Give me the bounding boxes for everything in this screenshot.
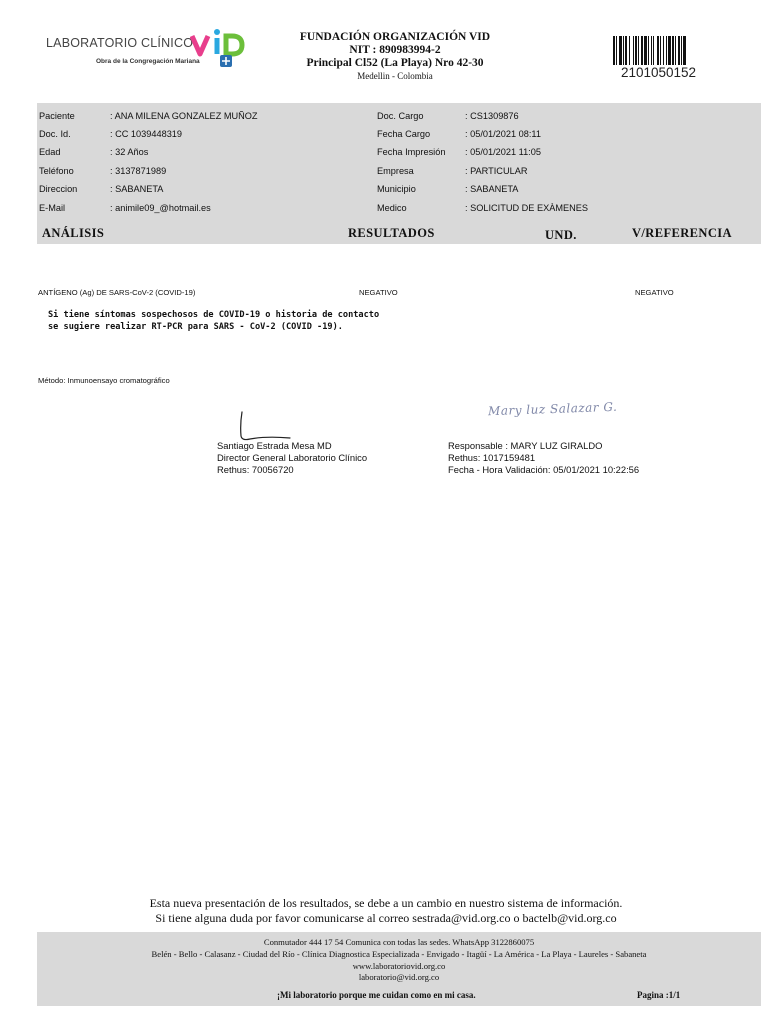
result-reference: NEGATIVO — [635, 288, 674, 297]
result-note — [48, 309, 379, 333]
note-line-1: Si tiene síntomas sospechosos de COVID-19 o historia de contacto — [48, 310, 380, 320]
org-city: Medellin - Colombia — [357, 71, 433, 81]
org-address: Principal Cl52 (La Playa) Nro 42-30 — [306, 57, 484, 69]
responsible-block — [448, 440, 639, 475]
header-reference: V/REFERENCIA — [632, 226, 732, 240]
director-rethus: Rethus: 70056720 — [217, 463, 294, 475]
validation-datetime: Fecha - Hora Validación: 05/01/2021 10:22:56 — [448, 463, 640, 475]
method-text: Método: Inmunoensayo cromatográfico — [38, 376, 170, 385]
label-age: Edad — [39, 147, 61, 157]
responsible-signature: Mary luz Salazar G. — [487, 399, 618, 419]
value-fecha-cargo: : 05/01/2021 08:11 — [465, 129, 541, 139]
director-block — [217, 440, 367, 475]
label-doc-cargo: Doc. Cargo — [377, 111, 424, 121]
footer-phone: Conmutador 444 17 54 Comunica con todas las sedes. WhatsApp 3122860075 — [263, 937, 535, 947]
label-medico: Medico — [377, 203, 407, 213]
header-unit: UND. — [545, 228, 577, 242]
value-age: : 32 Años — [110, 147, 149, 157]
director-name: Santiago Estrada Mesa MD — [217, 440, 332, 451]
footer-email: laboratorio@vid.org.co — [358, 972, 440, 982]
note-line-2: se sugiere realizar RT-PCR para SARS - CoV-2 (COVID -19). — [48, 322, 343, 332]
value-doc-cargo: : CS1309876 — [465, 111, 519, 121]
label-phone: Teléfono — [39, 166, 74, 176]
barcode-icon — [613, 36, 704, 65]
result-test-name: ANTÍGENO (Ag) DE SARS-CoV-2 (COVID-19) — [38, 288, 196, 297]
responsible-rethus: Rethus: 1017159481 — [448, 451, 536, 463]
value-patient: : ANA MILENA GONZALEZ MUÑOZ — [110, 111, 258, 121]
value-address: : SABANETA — [110, 184, 164, 194]
value-fecha-impresion: : 05/01/2021 11:05 — [465, 147, 541, 157]
label-fecha-cargo: Fecha Cargo — [377, 129, 431, 139]
footer-message-line-1: Esta nueva presentación de los resultados, se debe a un cambio en nuestro sistema de información. — [149, 896, 623, 910]
org-nit: NIT : 890983994-2 — [349, 44, 441, 56]
label-empresa: Empresa — [377, 166, 414, 176]
label-municipio: Municipio — [377, 184, 416, 194]
barcode-number: 2101050152 — [620, 65, 697, 80]
footer-slogan: ¡Mi laboratorio porque me cuidan como en mi casa. — [277, 990, 476, 1000]
value-empresa: : PARTICULAR — [465, 166, 528, 176]
header-analysis: ANÁLISIS — [42, 226, 105, 240]
footer-message — [60, 896, 712, 926]
header-results: RESULTADOS — [348, 226, 435, 240]
value-municipio: : SABANETA — [465, 184, 519, 194]
label-doc-id: Doc. Id. — [39, 129, 71, 139]
value-email: : animile09_@hotmail.es — [110, 203, 211, 213]
org-name: FUNDACIÓN ORGANIZACIÓN VID — [299, 31, 491, 43]
responsible-name: Responsable : MARY LUZ GIRALDO — [448, 440, 603, 451]
value-medico: : SOLICITUD DE EXÀMENES — [465, 203, 589, 213]
footer-contact-box — [37, 932, 761, 1006]
footer-branches: Belén - Bello - Calasanz - Ciudad del Río - Clínica Diagnostica Especializada - Envigado - Itagüí - La América - La Playa - Laureles - Sabaneta — [151, 949, 647, 959]
logo-name: LABORATORIO CLÍNICO — [46, 36, 194, 50]
organization-header — [270, 31, 520, 82]
lab-logo — [46, 26, 246, 76]
logo-subtitle: Obra de la Congregación Mariana — [96, 58, 200, 65]
result-value: NEGATIVO — [359, 288, 398, 297]
footer-website: www.laboratoriovid.org.co — [352, 961, 446, 971]
footer-message-line-2: Si tiene alguna duda por favor comunicarse al correo sestrada@vid.org.co o bactelb@vid.org.co — [155, 911, 617, 925]
label-address: Direccion — [39, 184, 78, 194]
label-email: E-Mail — [39, 203, 66, 213]
director-title: Director General Laboratorio Clínico — [217, 451, 368, 463]
congregation-badge-icon — [219, 54, 233, 68]
page-number: Pagina :1/1 — [637, 990, 681, 1000]
value-doc-id: : CC 1039448319 — [110, 129, 183, 139]
value-phone: : 3137871989 — [110, 166, 167, 176]
label-fecha-impresion: Fecha Impresión — [377, 147, 446, 157]
label-patient: Paciente — [39, 111, 75, 121]
